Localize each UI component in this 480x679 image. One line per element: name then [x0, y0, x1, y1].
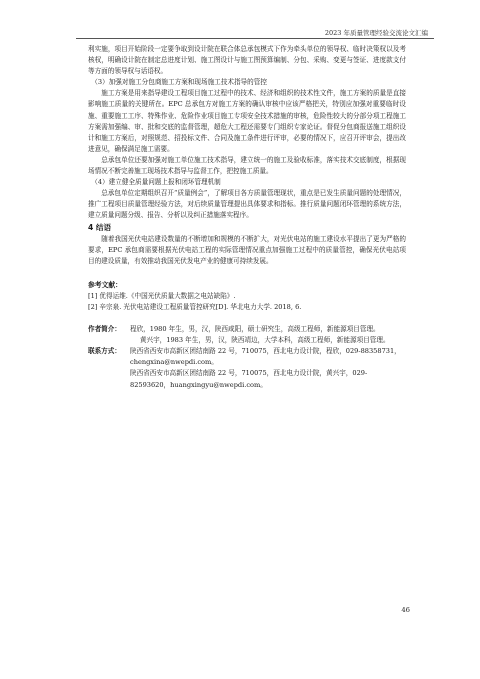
- contact-line: 陕西省西安市高新区团结南路 22 号，710075，西北电力设计院，黄兴宇，029-82593620，huangxingyu@nwepdi.com。: [130, 369, 368, 389]
- paragraph-continuation: 利实施，项目开始阶段一定要争取到设计院在联合体总承包模式下作为牵头单位的领导权、临时决策权以及考核权，明确设计院在制定总进度计划、施工图设计与施工图预算编制、分包、采购、变更与签证、进度款支付等方面的领导权与话语权。: [88, 45, 406, 76]
- author-bio-line: 程欣，1980 年生，男，汉，陕西咸阳，硕士研究生，高级工程师，新能源项目管理。: [130, 325, 380, 334]
- running-header: 2023 年质量管理经验交流论文汇编: [324, 29, 428, 37]
- author-bio-block: [88, 324, 406, 346]
- paragraph-quality-meeting: 总承包单位定期组织召开“质量例会”，了解项目各方质量管理现状，重点是已发生质量问题的处理情况，推广工程项目质量管理经验方法，对后续质量管理提出具体要求和指标。推行质量问题闭环管理的系统方法，建立质量问题分级、报告、分析以及纠正措施落实程序。: [88, 189, 406, 220]
- subheading-4: （4）建立健全质量问题上报和闭环管理机制: [91, 178, 221, 187]
- section-heading-conclusion: 4 结语: [88, 222, 112, 232]
- header-rule: [76, 38, 434, 39]
- paragraph-technical-guidance: 总承包单位还要加强对施工单位施工技术指导，建立统一的施工及验收标准，落实技术交底制度，根据现场情况不断完善施工现场技术指导与监督工作，把控施工质量。: [88, 155, 406, 176]
- reference-item: [2] 辛宗泉. 光伏电站建设工程质量管控研究[D]. 华北电力大学. 2018, 6.: [88, 302, 302, 311]
- reference-item: [1] 优得运维.《中国光伏质量大数据之电站缺陷》.: [88, 291, 236, 300]
- paragraph-conclusion: 随着我国光伏电站建设数量的不断增加和规模的不断扩大，对光伏电站的施工建设水平提出了更为严格的要求，EPC 承包商需要根据光伏电站工程的实际管理情况重点加强施工过程中的质量管控，确保光伏电站项目的建设质量，有效推动我国光伏发电产业的健康可持续发展。: [88, 234, 406, 265]
- page-number: 46: [401, 606, 410, 614]
- references-heading: 参考文献：: [88, 280, 122, 289]
- author-bio-label: 作者简介：: [88, 325, 121, 334]
- contact-line: 陕西省西安市高新区团结南路 22 号，710075，西北电力设计院，程欣，029-88358731，chengxina@nwepdi.com。: [130, 347, 401, 367]
- contact-label: 联系方式：: [88, 347, 121, 356]
- contact-block: [88, 346, 406, 390]
- subheading-3: （3）加强对施工分包商施工方案和现场施工技术指导的管控: [91, 78, 267, 87]
- paragraph-construction-plan: 施工方案是用来指导建设工程项目施工过程中的技术、经济和组织的技术性文件，施工方案的质量是直接影响施工质量的关键所在。EPC 总承包方对施工方案的确认审核中应该严格把关，特别应加强对重要临时设施、重要施工工序、特殊作业、危险作业项目施工专项安全技术措施的审核，危险性较大的分部分项工程施工方案需加强编、审、批和交底的监督管理，超危大工程还需要专门组织专家论证。督促分包商报送施工组织设计和施工方案后，对照规范、招投标文件、合同及施工条件进行评审，必要的情况下，应召开评审会，提出改进意见，确保满足施工需要。: [88, 89, 406, 153]
- author-bio-line: 黄兴宇，1983 年生，男，汉，陕西靖边，大学本科，高级工程师，新能源项目管理。: [139, 336, 390, 345]
- article-body: [88, 44, 406, 391]
